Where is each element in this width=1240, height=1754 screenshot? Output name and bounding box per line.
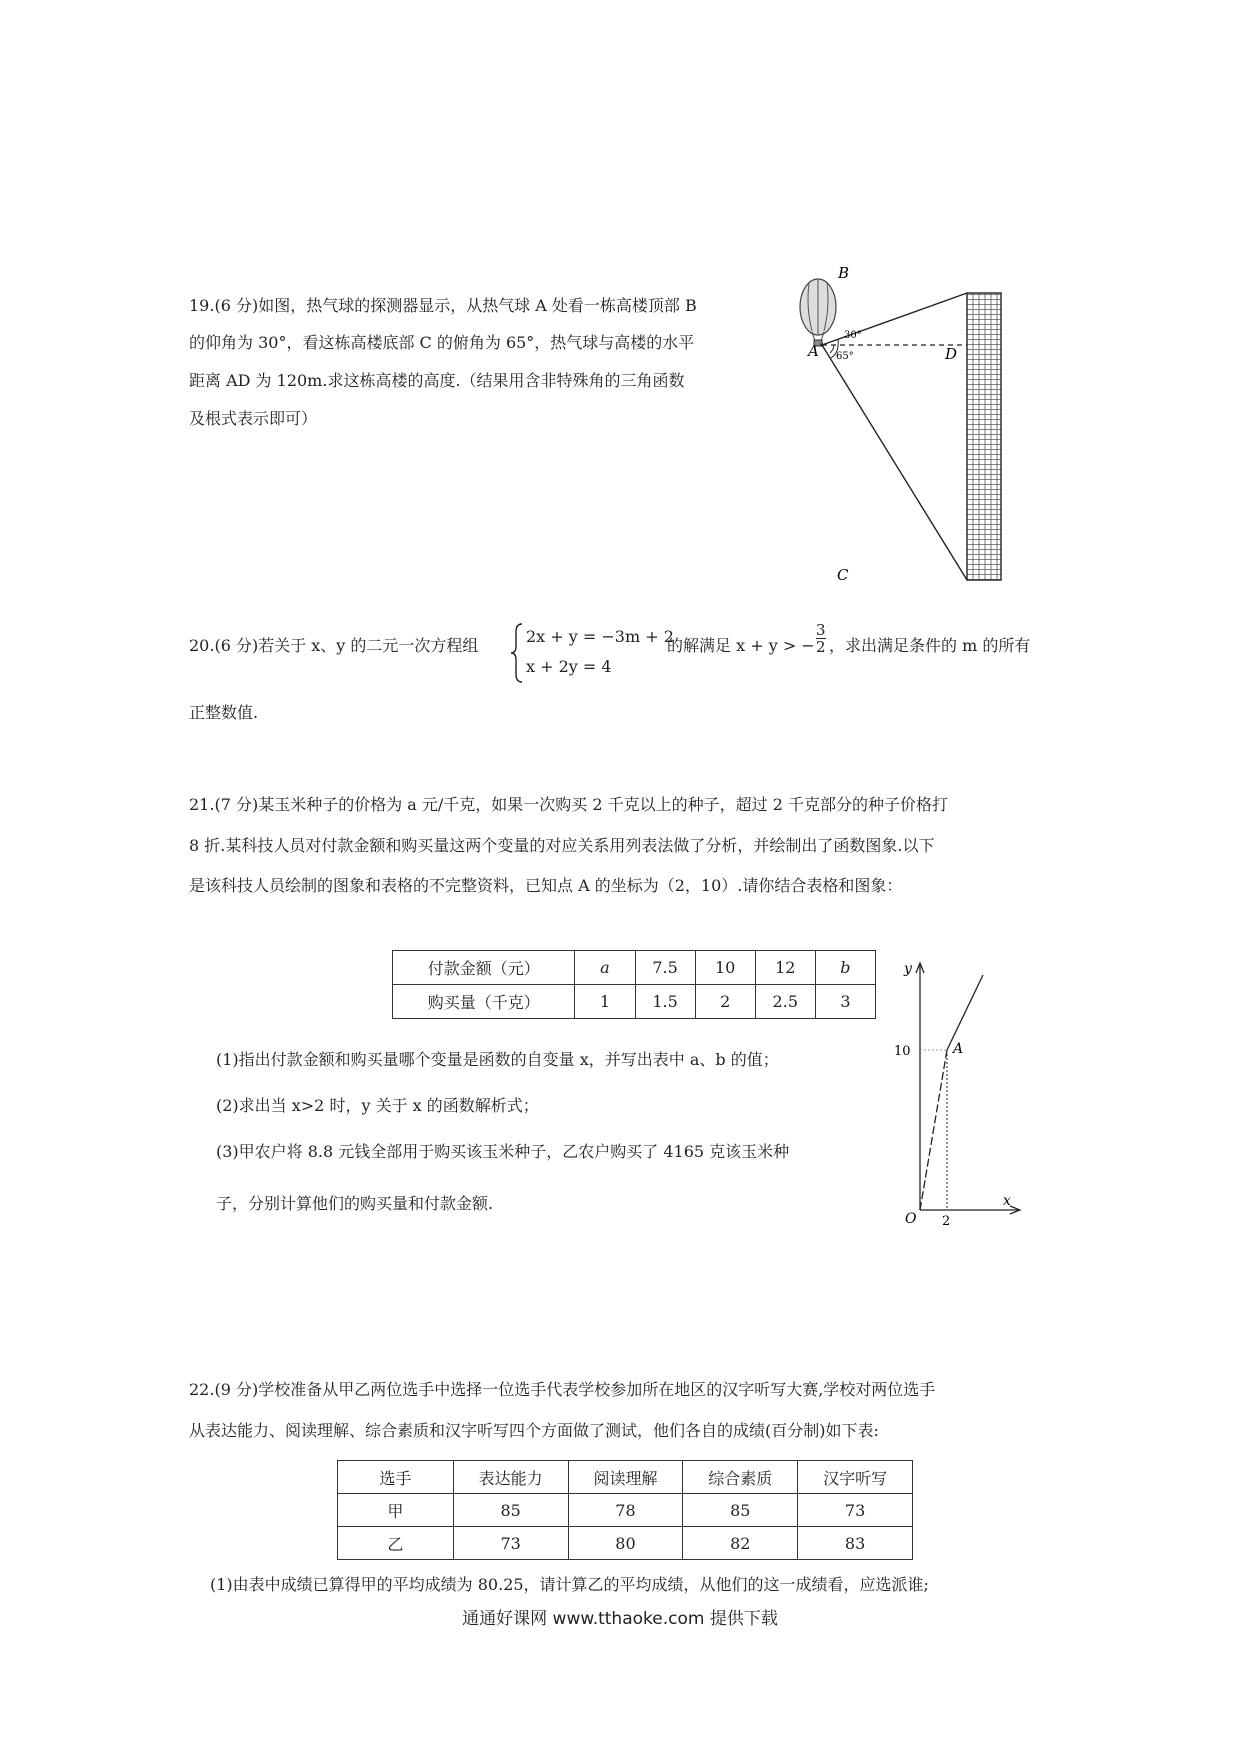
- q21-table: [392, 950, 876, 1019]
- origin-label: O: [905, 1211, 917, 1225]
- q19-line-1: 19.(6 分)如图，热气球的探测器显示，从热气球 A 处看一栋高楼顶部 B: [189, 296, 697, 315]
- q20-equation-2: x + 2y = 4: [526, 657, 612, 676]
- q22-line-1: 22.(9 分)学校准备从甲乙两位选手中选择一位选手代表学校参加所在地区的汉字听写大赛,学校对两位选手: [189, 1380, 936, 1399]
- table-cell: 2.5: [755, 985, 815, 1019]
- table-row: [338, 1494, 913, 1527]
- q22-sub-1: (1)由表中成绩已算得甲的平均成绩为 80.25，请计算乙的平均成绩，从他们的这一成绩看，应选派谁;: [210, 1575, 929, 1594]
- label-B: B: [838, 265, 850, 282]
- q19-line-3: 距离 AD 为 120m.求这栋高楼的高度.（结果用含非特殊角的三角函数: [189, 371, 685, 390]
- q22-table: [337, 1460, 913, 1560]
- q21-line-3: 是该科技人员绘制的图象和表格的不完整资料，已知点 A 的坐标为（2，10）.请你结合表格和图象：: [189, 876, 903, 895]
- q20-brace-icon: [510, 622, 524, 684]
- label-D: D: [945, 345, 958, 363]
- table-cell: 乙: [338, 1527, 454, 1560]
- line-AC: [822, 345, 967, 580]
- y-tick-label: 10: [894, 1044, 911, 1059]
- table-cell: 购买量（千克）: [393, 985, 575, 1019]
- table-cell: 1: [575, 985, 635, 1019]
- balloon-icon: [800, 279, 836, 346]
- q19-line-4: 及根式表示即可）: [189, 409, 318, 428]
- x-tick-label: 2: [942, 1214, 951, 1225]
- table-header-cell: 综合素质: [683, 1461, 798, 1494]
- table-cell: 83: [798, 1527, 913, 1560]
- table-header-cell: 阅读理解: [568, 1461, 683, 1494]
- q19-balloon-building-figure: [790, 265, 1010, 595]
- table-cell: 付款金额（元）: [393, 951, 575, 985]
- table-row: [393, 985, 876, 1019]
- table-cell: 1.5: [635, 985, 695, 1019]
- q21-sub-3: (3)甲农户将 8.8 元钱全部用于购买该玉米种子，乙农户购买了 4165 克该玉米种: [216, 1142, 790, 1161]
- segment-after-A: [947, 975, 983, 1050]
- q20-equation-1: 2x + y = −3m + 2: [526, 627, 674, 646]
- table-cell: 甲: [338, 1494, 454, 1527]
- table-cell: 80: [568, 1527, 683, 1560]
- q20-line-2: 正整数值.: [189, 703, 259, 722]
- point-A-label: A: [953, 1041, 964, 1057]
- table-header-row: [338, 1461, 913, 1494]
- table-row: [393, 951, 876, 985]
- q21-sub-1: (1)指出付款金额和购买量哪个变量是函数的自变量 x，并写出表中 a、b 的值；: [216, 1050, 779, 1069]
- table-cell: 78: [568, 1494, 683, 1527]
- y-axis-label: y: [904, 961, 912, 977]
- table-cell: 85: [453, 1494, 568, 1527]
- fraction-denominator: 2: [816, 638, 826, 656]
- table-header-cell: 表达能力: [453, 1461, 568, 1494]
- q21-line-1: 21.(7 分)某玉米种子的价格为 a 元/千克，如果一次购买 2 千克以上的种子，超过 2 千克部分的种子价格打: [189, 795, 949, 814]
- table-cell: 85: [683, 1494, 798, 1527]
- q20-fraction: [816, 622, 826, 655]
- angle-30-label: 30°: [844, 330, 862, 341]
- table-cell: 82: [683, 1527, 798, 1560]
- label-A: A: [808, 342, 819, 360]
- table-cell: 3: [815, 985, 875, 1019]
- angle-65-label: 65°: [836, 351, 854, 362]
- table-cell: 2: [695, 985, 755, 1019]
- table-cell: a: [575, 951, 635, 985]
- table-row: [338, 1527, 913, 1560]
- q21-function-graph: [880, 955, 1025, 1225]
- table-cell: 73: [453, 1527, 568, 1560]
- q21-sub-2: (2)求出当 x>2 时，y 关于 x 的函数解析式；: [216, 1096, 539, 1115]
- building-shape: [967, 293, 1001, 580]
- table-cell: 12: [755, 951, 815, 985]
- q20-prefix: 20.(6 分)若关于 x、y 的二元一次方程组: [189, 636, 479, 655]
- fraction-numerator: 3: [816, 621, 826, 639]
- segment-0-to-A: [920, 1050, 947, 1210]
- table-cell: 7.5: [635, 951, 695, 985]
- q21-line-2: 8 折.某科技人员对付款金额和购买量这两个变量的对应关系用列表法做了分析，并绘制出了函数图象.以下: [189, 836, 935, 855]
- q21-sub-4: 子，分别计算他们的购买量和付款金额.: [216, 1194, 494, 1213]
- x-axis-label: x: [1003, 1193, 1011, 1209]
- table-cell: b: [815, 951, 875, 985]
- label-C: C: [837, 566, 849, 584]
- page-footer: 通通好课网 www.tthaoke.com 提供下载: [462, 1609, 778, 1629]
- table-header-cell: 汉字听写: [798, 1461, 913, 1494]
- q20-condition: 的解满足 x + y > −: [667, 636, 815, 655]
- q19-line-2: 的仰角为 30°，看这栋高楼底部 C 的俯角为 65°，热气球与高楼的水平: [189, 333, 695, 352]
- table-cell: 73: [798, 1494, 913, 1527]
- q20-suffix: ，求出满足条件的 m 的所有: [829, 636, 1031, 655]
- table-header-cell: 选手: [338, 1461, 454, 1494]
- q22-line-2: 从表达能力、阅读理解、综合素质和汉字听写四个方面做了测试，他们各自的成绩(百分制)如下表:: [189, 1421, 879, 1440]
- table-cell: 10: [695, 951, 755, 985]
